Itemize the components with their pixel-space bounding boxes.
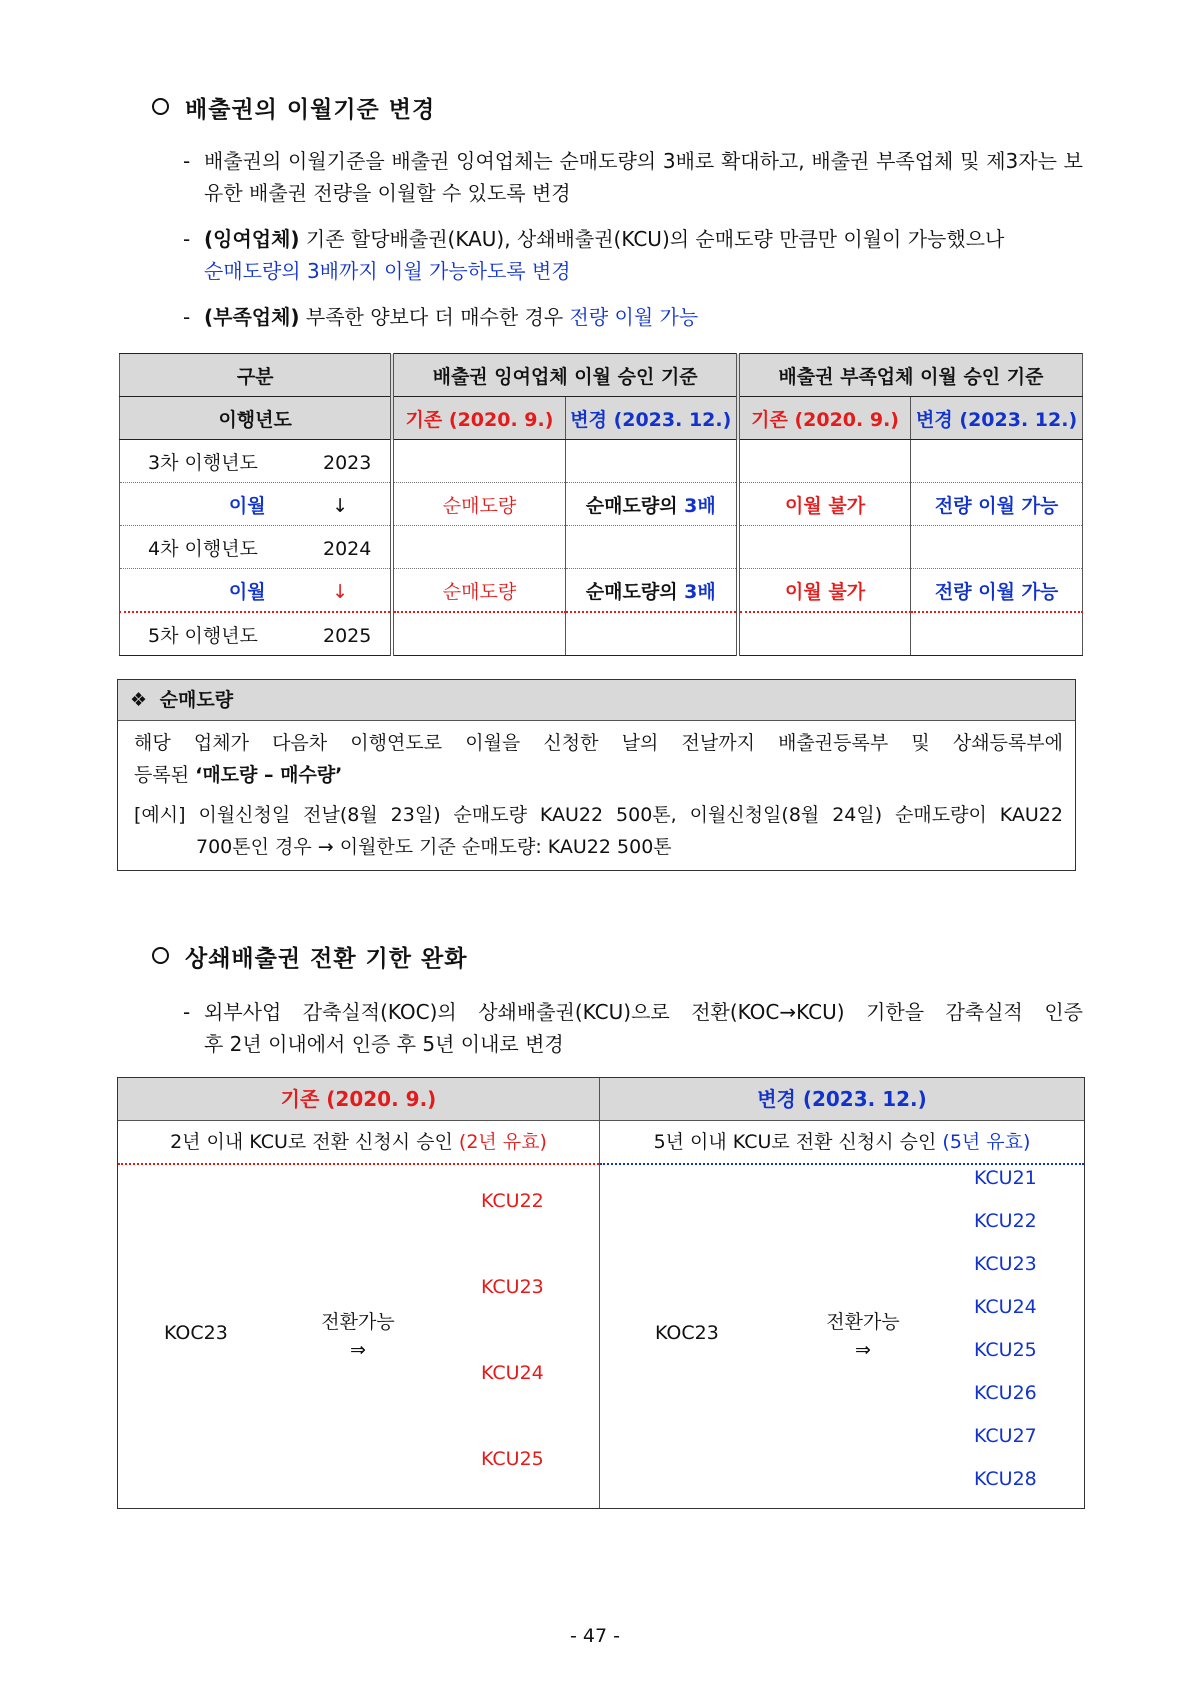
section1-bullet-3	[183, 301, 1083, 333]
kcu-target: KCU23	[481, 1276, 544, 1298]
section1-bullet-1	[183, 145, 1083, 209]
subheader-deficit-new: 변경 (2023. 12.)	[911, 397, 1083, 440]
carryover-criteria-table	[119, 353, 1083, 656]
subheader-year: 이행년도	[120, 397, 393, 440]
surplus-old-value: 순매도량	[392, 483, 565, 526]
dash: -	[183, 305, 191, 329]
deficit-new-value: 전량 이월 가능	[911, 483, 1083, 526]
note-box-title: 순매도량	[159, 689, 234, 711]
section2-title: 상쇄배출권 전환 기한 완화	[185, 946, 468, 972]
surplus-old-value: 순매도량	[392, 569, 565, 613]
circle-bullet-icon	[152, 98, 169, 115]
bullet-1-text: 배출권의 이월기준을 배출권 잉여업체는 순매도량의 3배로 확대하고, 배출권 부족업체 및 제3자는 보유한 배출권 전량을 이월할 수 있도록 변경	[204, 149, 1083, 205]
convert-label: 전환가능 ⇒	[308, 1308, 408, 1364]
note-line-1: 해당 업체가 다음차 이행연도로 이월을 신청한 날의 전날까지 배출권등록부 및 상쇄등록부에	[134, 732, 1063, 754]
bullet-2-text: 기존 할당배출권(KAU), 상쇄배출권(KCU)의 순매도량 만큼만 이월이 가능했으나	[299, 227, 1005, 251]
section1-bullet-2	[183, 223, 1083, 287]
bullet-2-highlight: 순매도량의 3배까지 이월 가능하도록 변경	[204, 259, 571, 283]
deficit-new-value: 전량 이월 가능	[911, 569, 1083, 613]
carry-cell: 이월 ↓	[120, 483, 393, 526]
subheader-surplus-old: 기존 (2020. 9.)	[392, 397, 565, 440]
period-cell: 4차 이행년도 2024	[120, 526, 393, 569]
kcu-target: KCU27	[974, 1425, 1037, 1447]
kcu-target: KCU26	[974, 1382, 1037, 1404]
kcu-target: KCU22	[974, 1210, 1037, 1232]
dash: -	[183, 227, 191, 251]
double-arrow-icon: ⇒	[855, 1339, 871, 1361]
source-koc: KOC23	[655, 1322, 719, 1344]
surplus-new-value: 순매도량의 3배	[565, 569, 738, 613]
section2-line-1: 외부사업 감축실적(KOC)의 상쇄배출권(KCU)으로 전환(KOC→KCU) 기한을 감축실적 인증	[204, 1000, 1083, 1024]
deficit-label: (부족업체)	[204, 305, 300, 329]
dash: -	[183, 149, 191, 173]
table1-subheader-row	[120, 397, 1083, 440]
example-line-1: [예시] 이월신청일 전날(8월 23일) 순매도량 KAU22 500톤, 이월신청일(8월 24일) 순매도량이 KAU22	[134, 804, 1063, 826]
kcu-target: KCU21	[974, 1167, 1037, 1189]
section1-heading	[152, 91, 435, 124]
double-arrow-icon: ⇒	[350, 1339, 366, 1361]
surplus-label: (잉여업체)	[204, 227, 300, 251]
kcu-target: KCU25	[481, 1448, 544, 1470]
note-box-header	[118, 680, 1075, 721]
old-rule-description: 2년 이내 KCU로 전환 신청시 승인 (2년 유효)	[118, 1121, 599, 1165]
section2-bullet	[183, 996, 1083, 1060]
net-sales-note-box	[117, 679, 1076, 871]
table1-header-row	[120, 354, 1083, 397]
deficit-old-value: 이월 불가	[738, 569, 911, 613]
diamond-bullet-icon: ❖	[130, 689, 148, 711]
section1-title: 배출권의 이월기준 변경	[185, 97, 436, 123]
header-surplus: 배출권 잉여업체 이월 승인 기준	[392, 354, 738, 397]
surplus-new-value: 순매도량의 3배	[565, 483, 738, 526]
header-deficit: 배출권 부족업체 이월 승인 기준	[738, 354, 1083, 397]
new-rule-header: 변경 (2023. 12.)	[600, 1078, 1084, 1121]
new-rule-column	[600, 1078, 1084, 1508]
table-row	[120, 612, 1083, 656]
kcu-target: KCU22	[481, 1190, 544, 1212]
circle-bullet-icon	[152, 947, 169, 964]
conversion-period-table	[117, 1077, 1085, 1509]
dash: -	[183, 1000, 191, 1024]
subheader-deficit-old: 기존 (2020. 9.)	[738, 397, 911, 440]
table-row	[120, 440, 1083, 483]
bullet-3-highlight: 전량 이월 가능	[569, 305, 699, 329]
table-row	[120, 526, 1083, 569]
old-rule-column	[118, 1078, 600, 1508]
source-koc: KOC23	[164, 1322, 228, 1344]
carry-cell: 이월 ↓	[120, 569, 393, 613]
note-line-2: 등록된 ‘매도량 – 매수량’	[134, 764, 343, 786]
section2-line-2: 후 2년 이내에서 인증 후 5년 이내로 변경	[204, 1032, 564, 1056]
old-rule-header: 기존 (2020. 9.)	[118, 1078, 599, 1121]
deficit-old-value: 이월 불가	[738, 483, 911, 526]
example-line-2: 700톤인 경우 → 이월한도 기준 순매도량: KAU22 500톤	[196, 836, 672, 858]
subheader-surplus-new: 변경 (2023. 12.)	[565, 397, 738, 440]
new-rule-description: 5년 이내 KCU로 전환 신청시 승인 (5년 유효)	[600, 1121, 1084, 1165]
period-cell: 3차 이행년도 2023	[120, 440, 393, 483]
kcu-target: KCU28	[974, 1468, 1037, 1490]
header-category: 구분	[120, 354, 393, 397]
section2-heading	[152, 940, 467, 973]
kcu-target: KCU23	[974, 1253, 1037, 1275]
kcu-target: KCU24	[481, 1362, 544, 1384]
bullet-3-text: 부족한 양보다 더 매수한 경우	[299, 305, 570, 329]
kcu-target: KCU24	[974, 1296, 1037, 1318]
table-row	[120, 569, 1083, 613]
table-row	[120, 483, 1083, 526]
period-cell: 5차 이행년도 2025	[120, 612, 393, 656]
convert-label: 전환가능 ⇒	[813, 1308, 913, 1364]
kcu-target: KCU25	[974, 1339, 1037, 1361]
page-number: - 47 -	[570, 1625, 620, 1647]
